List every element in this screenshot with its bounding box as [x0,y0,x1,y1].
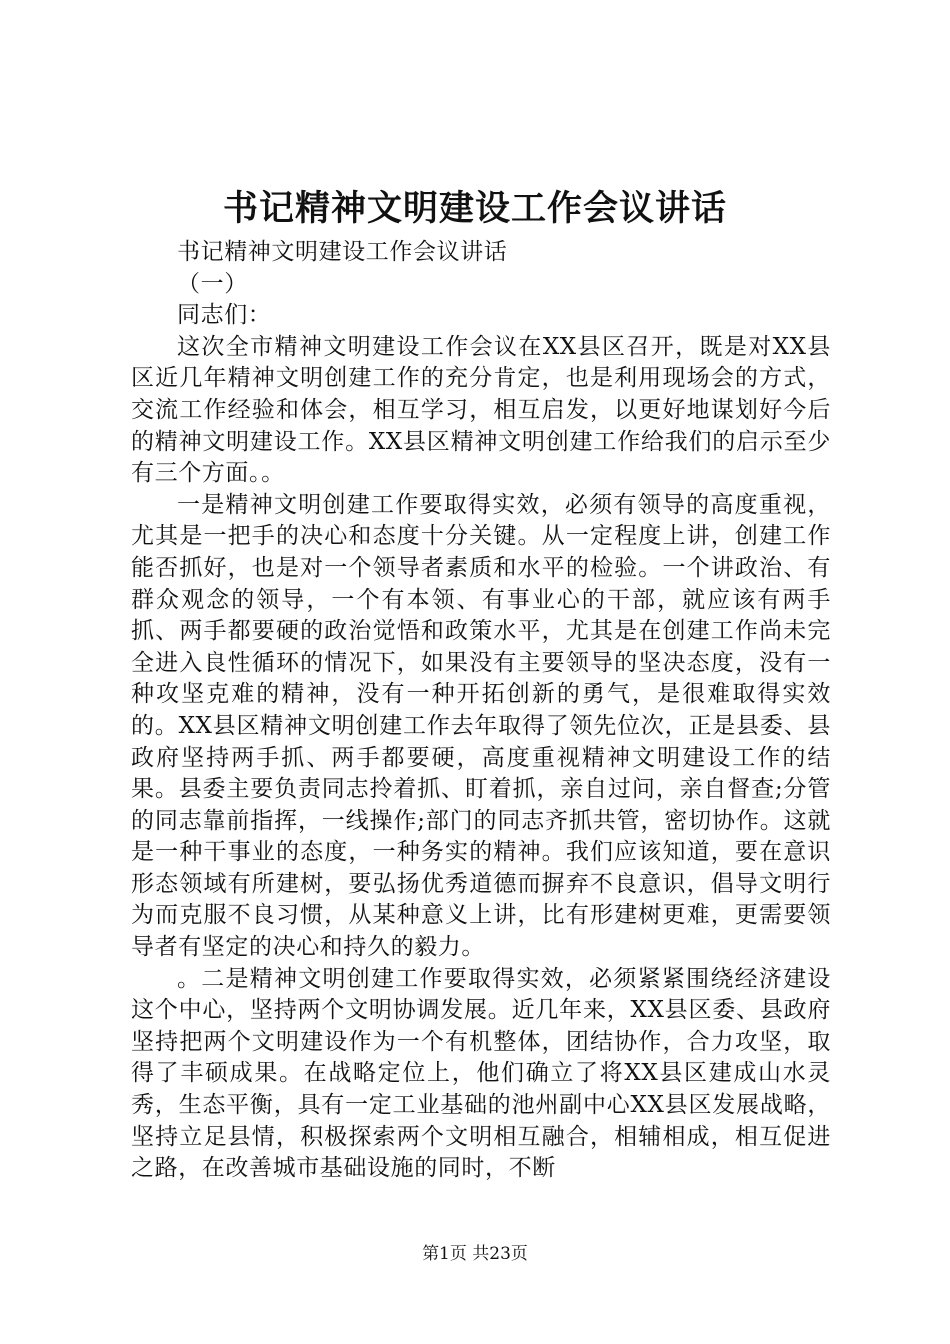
section-marker: （一） [177,270,248,297]
salutation: 同志们： [177,302,272,329]
paragraph-3: 。二是精神文明创建工作要取得实效，必须紧紧围绕经济建设这个中心，坚持两个文明协调发展。近几年来，XX县区委、县政府坚持把两个文明建设作为一个有机整体，团结协作，合力攻坚，取得了丰硕成果。在战略定位上，他们确立了将XX县区建成山水灵秀，生态平衡，具有一定工业基础的池州副中心XX县区发展战略，坚持立足县情，积极探索两个文明相互融合，相辅相成，相互促进之路，在改善城市基础设施的同时，不断 [131,965,831,1182]
page-number: 第1页 共23页 [422,1244,528,1264]
document-body [131,237,831,1185]
paragraph-2: 一是精神文明创建工作要取得实效，必须有领导的高度重视，尤其是一把手的决心和态度十分关键。从一定程度上讲，创建工作能否抓好，也是对一个领导者素质和水平的检验。一个讲政治、有群众观念的领导，一个有本领、有事业心的干部，就应该有两手抓、两手都要硬的政治觉悟和政策水平，尤其是在创建工作尚未完全进入良性循环的情况下，如果没有主要领导的坚决态度，没有一种攻坚克难的精神，没有一种开拓创新的勇气，是很难取得实效的。XX县区精神文明创建工作去年取得了领先位次，正是县委、县政府坚持两手抓、两手都要硬，高度重视精神文明建设工作的结果。县委主要负责同志拎着抓、盯着抓，亲自过问，亲自督查;分管的同志靠前指挥，一线操作;部门的同志齐抓共管，密切协作。这就是一种干事业的态度，一种务实的精神。我们应该知道，要在意识形态领域有所建树，要弘扬优秀道德而摒弃不良意识，倡导文明行为而克服不良习惯，从某种意义上讲，比有形建树更难，更需要领导者有坚定的决心和持久的毅力。 [131,491,831,961]
document-subtitle: 书记精神文明建设工作会议讲话 [177,239,508,265]
document-title: 书记精神文明建设工作会议讲话 [222,188,727,229]
paragraph-1: 这次全市精神文明建设工作会议在XX县区召开，既是对XX县区近几年精神文明创建工作的充分肯定，也是利用现场会的方式，交流工作经验和体会，相互学习，相互启发，以更好地谋划好今后的精神文明建设工作。XX县区精神文明创建工作给我们的启示至少有三个方面。。 [131,333,831,487]
